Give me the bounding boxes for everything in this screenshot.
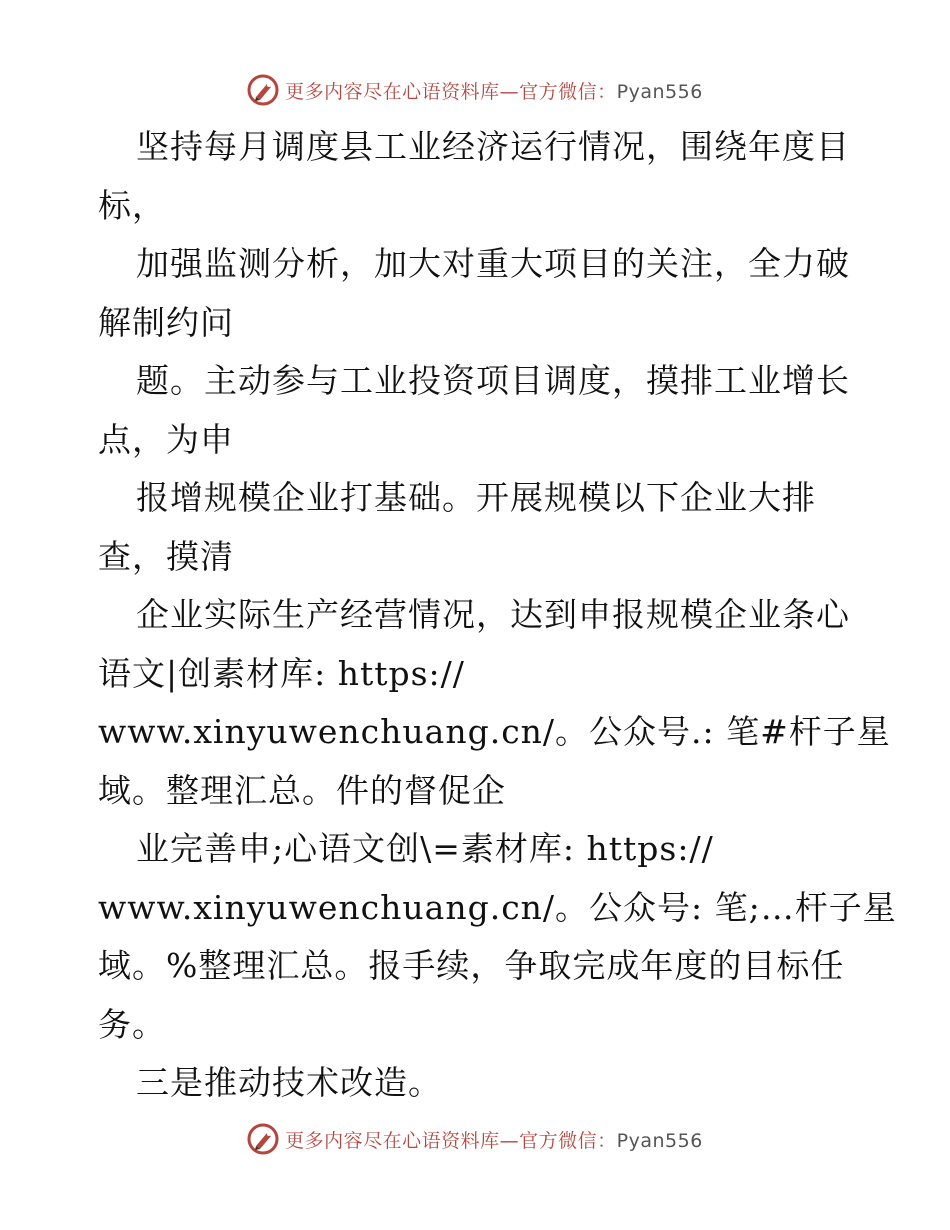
document-body bbox=[98, 118, 897, 1113]
paragraph-line: 报增规模企业打基础。开展规模以下企业大排 bbox=[136, 478, 816, 517]
paragraph-line: 三是推动技术改造。 bbox=[136, 1063, 442, 1102]
paragraph-line: 题。主动参与工业投资项目调度，摸排工业增长 bbox=[136, 361, 850, 400]
footer-banner bbox=[0, 1119, 950, 1159]
header-banner-handle: Pyan556 bbox=[616, 80, 703, 103]
paragraph-line: 企业实际生产经营情况，达到申报规模企业条心 bbox=[136, 595, 850, 634]
paragraph-line: 业完善申;心语文创\=素材库: https:// bbox=[136, 829, 714, 868]
footer-banner-text: 更多内容尽在心语资料库—官方微信：Pyan556 bbox=[285, 1129, 703, 1152]
header-banner bbox=[0, 70, 950, 110]
paragraph-line: 域。整理汇总。件的督促企 bbox=[98, 770, 506, 810]
footer-banner-handle: Pyan556 bbox=[616, 1129, 703, 1152]
paragraph-line: 域。%整理汇总。报手续，争取完成年度的目标任 bbox=[98, 946, 845, 985]
paragraph-line: 点，为申 bbox=[98, 419, 234, 459]
paragraph-line: www.xinyuwenchuang.cn/。公众号: 笔;…杆子星 bbox=[98, 887, 897, 927]
paragraph-line: 查，摸清 bbox=[98, 536, 234, 576]
paragraph-line: 解制约问 bbox=[98, 302, 234, 342]
paragraph-line: 加强监测分析，加大对重大项目的关注，全力破 bbox=[136, 244, 850, 283]
header-banner-text: 更多内容尽在心语资料库—官方微信：Pyan556 bbox=[285, 80, 703, 103]
paragraph-line: 标， bbox=[98, 185, 166, 225]
paragraph-line: 务。 bbox=[98, 1004, 166, 1044]
paragraph-line: 坚持每月调度县工业经济运行情况，围绕年度目 bbox=[136, 127, 850, 166]
pen-logo-icon bbox=[247, 1123, 279, 1155]
paragraph-line: 语文|创素材库: https:// bbox=[98, 653, 465, 693]
paragraph-line: www.xinyuwenchuang.cn/。公众号.: 笔#杆子星 bbox=[98, 712, 891, 751]
pen-logo-icon bbox=[247, 74, 279, 106]
